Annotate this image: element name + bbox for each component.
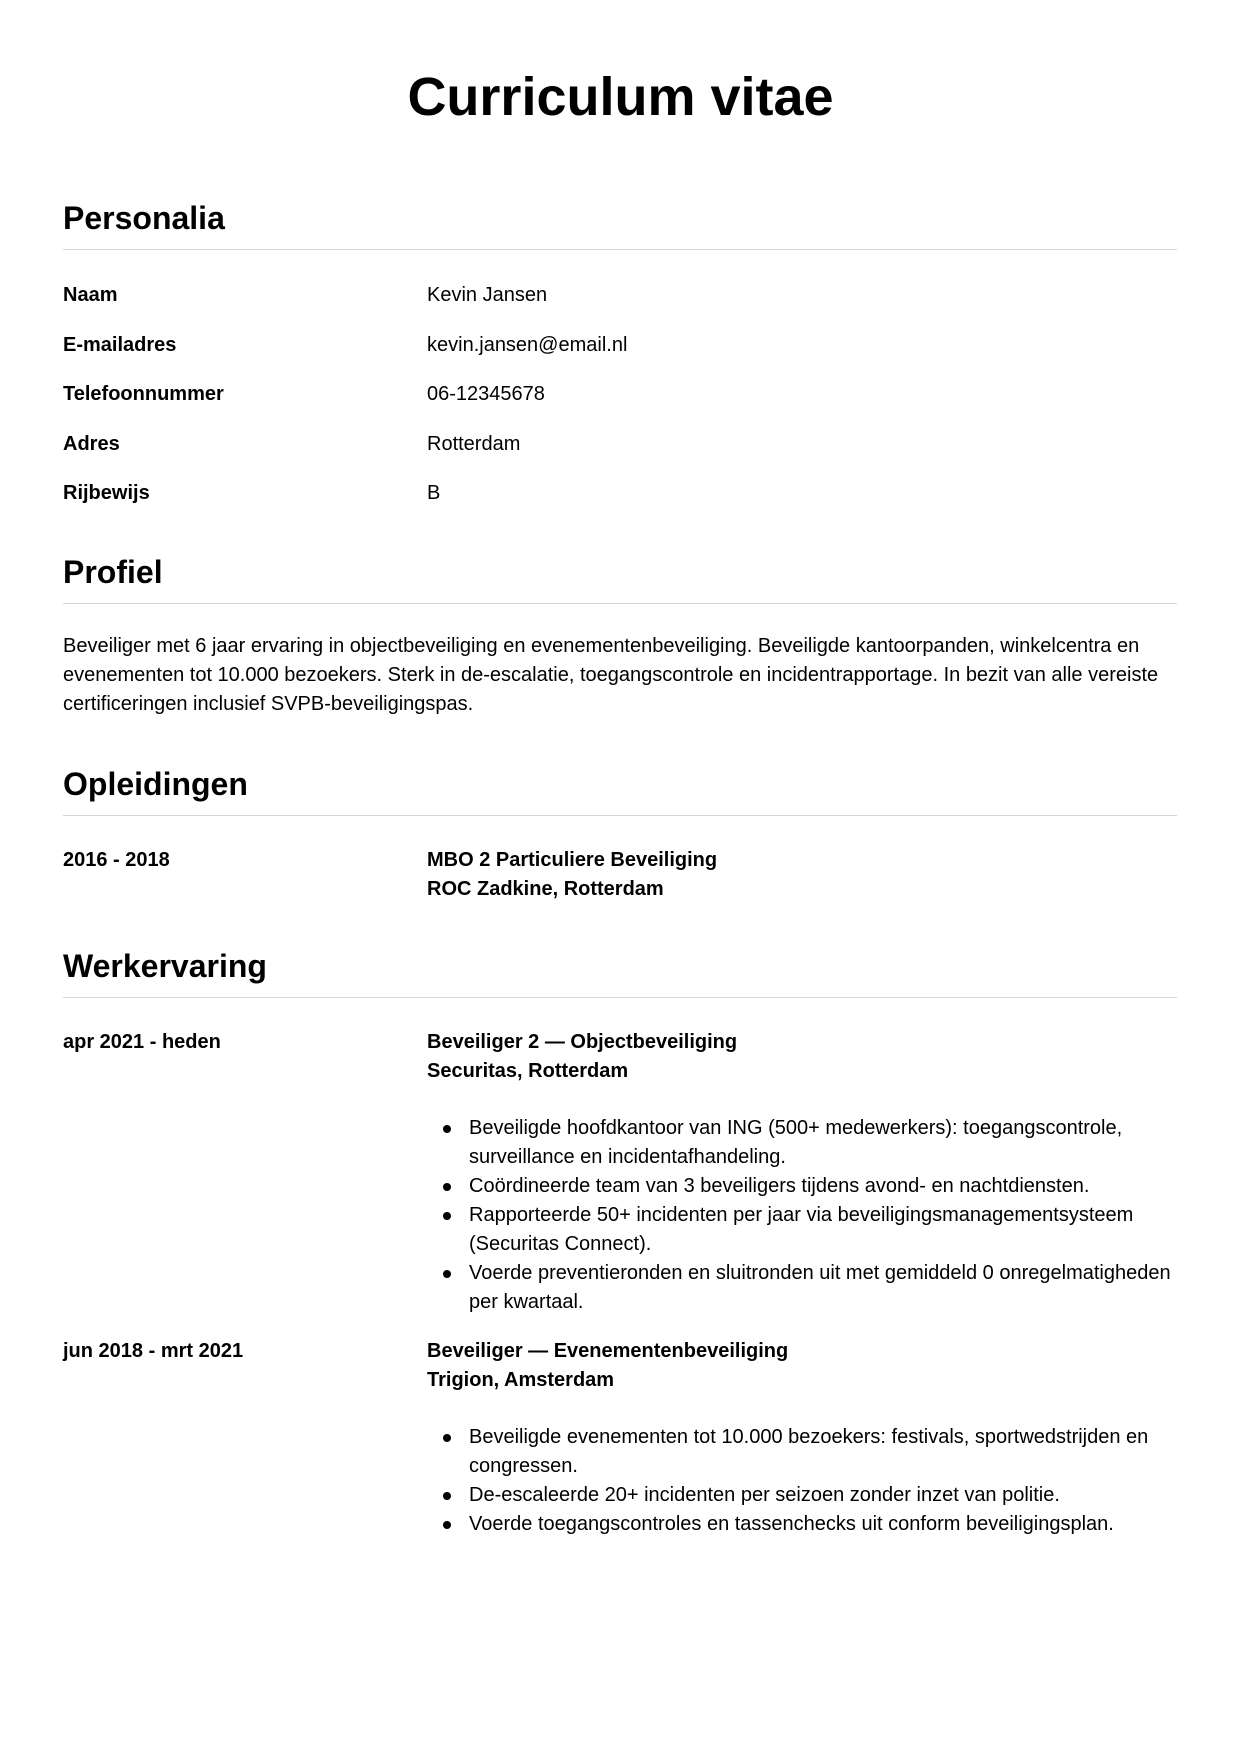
section-title-personalia: Personalia: [63, 200, 225, 236]
section-divider: [63, 997, 1177, 998]
profile-summary: Beveiliger met 6 jaar ervaring in objectbeveiliging en evenementenbeveiliging. Beveiligde kantoorpanden, winkelcentra en evenementen tot 10.000 bezoekers. Sterk in de-escalatie, toegangscontrole en incidentrapportage. In bezit van alle vereiste certificeringen inclusief SVPB-beveiligingspas.: [63, 635, 1159, 715]
list-item: Beveiligde hoofdkantoor van ING (500+ medewerkers): toegangscontrole, surveillance en incidentafhandeling.: [469, 1114, 1177, 1172]
field-label: Naam: [63, 284, 118, 306]
list-item: De-escaleerde 20+ incidenten per seizoen zonder inzet van politie.: [469, 1481, 1177, 1510]
entry-title: MBO 2 Particuliere Beveiliging: [427, 849, 718, 871]
entry-title: Beveiliger — Evenementenbeveiliging: [427, 1340, 789, 1362]
entry-date: apr 2021 - heden: [63, 1031, 221, 1053]
entry-title: Beveiliger 2 — Objectbeveiliging: [427, 1031, 738, 1053]
section-title-profiel: Profiel: [63, 554, 163, 590]
field-value: Kevin Jansen: [427, 284, 548, 306]
field-value: B: [427, 482, 441, 504]
field-value: kevin.jansen@email.nl: [427, 334, 628, 356]
field-label: E-mailadres: [63, 334, 177, 356]
entry-body: [427, 846, 1177, 904]
list-item: Rapporteerde 50+ incidenten per jaar via beveiligingsmanagementsysteem (Securitas Connect).: [469, 1201, 1177, 1259]
field-value: 06-12345678: [427, 383, 545, 405]
bullet-list: [427, 1114, 1177, 1317]
field-label: Adres: [63, 433, 120, 455]
section-title-opleidingen: Opleidingen: [63, 766, 248, 802]
list-item: Voerde preventieronden en sluitronden uit met gemiddeld 0 onregelmatigheden per kwartaal.: [469, 1259, 1177, 1317]
field-label: Telefoonnummer: [63, 383, 224, 405]
section-divider: [63, 249, 1177, 250]
field-value: Rotterdam: [427, 433, 521, 455]
entry-place: Trigion, Amsterdam: [427, 1369, 615, 1391]
document-title: Curriculum vitae: [407, 67, 834, 127]
list-item: Beveiligde evenementen tot 10.000 bezoekers: festivals, sportwedstrijden en congressen.: [469, 1423, 1177, 1481]
entry-body: [427, 1028, 1177, 1317]
entry-place: Securitas, Rotterdam: [427, 1060, 629, 1082]
list-item: Coördineerde team van 3 beveiligers tijdens avond- en nachtdiensten.: [469, 1172, 1177, 1201]
section-divider: [63, 815, 1177, 816]
entry-place: ROC Zadkine, Rotterdam: [427, 878, 664, 900]
entry-date: jun 2018 - mrt 2021: [63, 1340, 244, 1362]
field-label: Rijbewijs: [63, 482, 150, 504]
section-title-werkervaring: Werkervaring: [63, 948, 267, 984]
bullet-list: [427, 1423, 1177, 1539]
entry-date: 2016 - 2018: [63, 849, 170, 871]
section-divider: [63, 603, 1177, 604]
entry-body: [427, 1337, 1177, 1539]
list-item: Voerde toegangscontroles en tassenchecks uit conform beveiligingsplan.: [469, 1510, 1177, 1539]
